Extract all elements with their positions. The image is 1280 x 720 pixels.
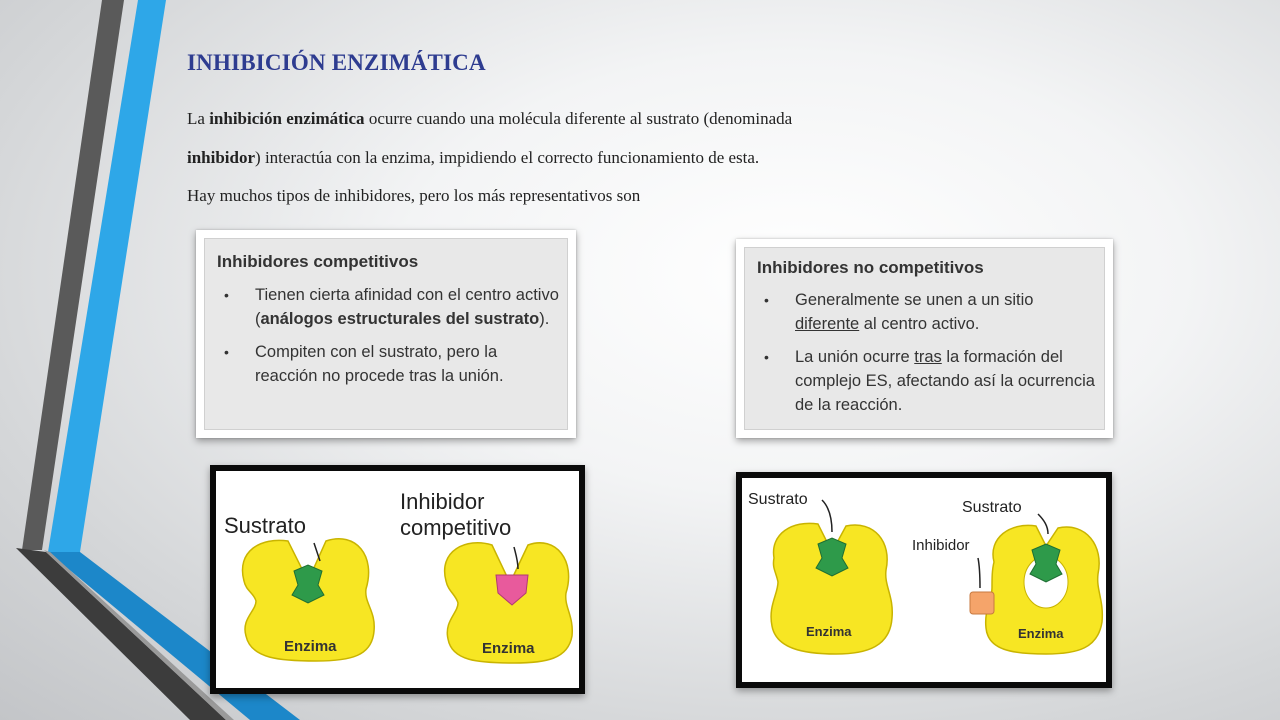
substrate-label: Sustrato [224, 513, 306, 538]
competitive-inhibition-diagram [210, 465, 585, 694]
bullet-list [217, 283, 559, 397]
card-heading: Inhibidores competitivos [217, 252, 419, 271]
noncompetitive-diagram-svg [742, 478, 1106, 682]
card-content [204, 238, 568, 430]
intro-line-3: Hay muchos tipos de inhibidores, pero los más representativos son [187, 186, 641, 205]
arrow-icon [822, 500, 832, 532]
list-item: • Generalmente se unen a un sitio diferente al centro activo. [764, 291, 1034, 333]
inhibitor-label-line1: Inhibidor [400, 489, 485, 514]
enzyme-label-right: Enzima [482, 640, 535, 657]
competitive-inhibitors-card [196, 230, 576, 438]
card-heading: Inhibidores no competitivos [757, 258, 984, 277]
arrow-icon [1038, 514, 1048, 534]
enzyme-label-left: Enzima [806, 624, 852, 639]
arrow-icon [514, 547, 518, 569]
list-item: • La unión ocurre tras la formación del complejo ES, afectando así la ocurrencia de la reacción. [764, 348, 1095, 414]
substrate-label-right: Sustrato [962, 499, 1022, 516]
arrow-icon [978, 558, 980, 588]
noncompetitive-inhibitors-card [736, 239, 1113, 438]
arrow-icon [314, 543, 320, 561]
competitive-diagram-svg [216, 471, 579, 688]
list-item: • Compiten con el sustrato, pero la reacción no procede tras la unión. [224, 343, 504, 385]
intro-line-2: inhibidor) interactúa con la enzima, impidiendo el correcto funcionamiento de esta. [187, 148, 760, 167]
inhibitor-label-line2: competitivo [400, 515, 512, 540]
noncompetitive-inhibition-diagram [736, 472, 1112, 688]
inhibitor-label: Inhibidor [912, 537, 970, 554]
inhibitor-shape [970, 592, 994, 614]
substrate-label-left: Sustrato [748, 491, 808, 508]
intro-line-1: La inhibición enzimática ocurre cuando una molécula diferente al sustrato (denominada [187, 109, 793, 128]
enzyme-label-left: Enzima [284, 638, 337, 655]
list-item: • Tienen cierta afinidad con el centro activo (análogos estructurales del sustrato). [224, 286, 559, 328]
card-content [744, 247, 1105, 430]
bullet-list [757, 288, 1096, 426]
slide-title: INHIBICIÓN ENZIMÁTICA [187, 50, 486, 75]
enzyme-label-right: Enzima [1018, 626, 1064, 641]
